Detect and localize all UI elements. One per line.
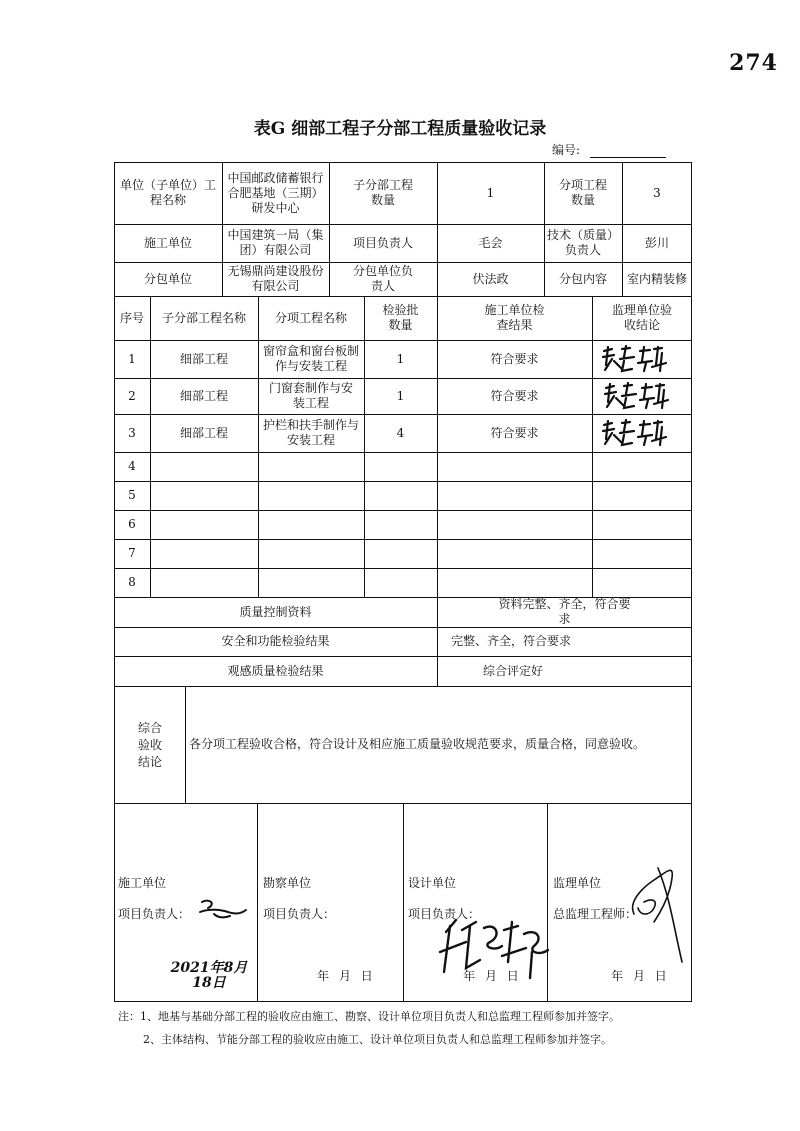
row-check: 符合要求	[490, 351, 539, 366]
signature-image	[614, 858, 690, 968]
sig-person: 总监理工程师：	[553, 906, 638, 921]
row-item: 护栏和扶手制作与安装工程	[262, 418, 359, 447]
col-no: 序号	[119, 310, 144, 325]
row-no: 3	[128, 425, 136, 440]
sub-content-label: 分包内容	[558, 271, 607, 286]
signature-image	[196, 896, 248, 922]
summary-value: 资料完整、齐全，符合要求	[498, 597, 631, 626]
summary-label: 安全和功能检验结果	[221, 634, 330, 648]
subdiv-count-value: 1	[486, 185, 495, 200]
signature-image	[600, 417, 668, 449]
sig-person: 项目负责人：	[408, 906, 481, 921]
signature-image	[602, 380, 670, 412]
footnote: 2、主体结构、节能分部工程的验收应由施工、设计单位项目负责人和总监理工程师参加并签字。	[143, 1033, 612, 1046]
divider	[114, 481, 692, 482]
sig-unit: 施工单位	[118, 875, 167, 890]
row-no: 2	[128, 388, 136, 403]
page-number: 274	[729, 50, 778, 76]
pm-value: 毛会	[478, 235, 503, 250]
divider	[114, 568, 692, 569]
sig-date: 年 月 日	[317, 968, 373, 983]
divider	[257, 803, 258, 1002]
row-no: 4	[128, 459, 136, 473]
item-count-value: 3	[653, 185, 661, 200]
row-check: 符合要求	[490, 425, 539, 440]
row-no: 1	[128, 351, 136, 366]
sig-date: 年 月 日	[463, 968, 519, 983]
row-no: 7	[128, 546, 136, 560]
divider	[403, 803, 404, 1002]
row-no: 8	[128, 575, 136, 589]
pm-label: 项目负责人	[352, 235, 413, 250]
col-item: 分项工程名称	[274, 310, 347, 325]
sig-unit: 监理单位	[553, 875, 602, 890]
row-subdiv: 细部工程	[179, 388, 228, 403]
sub-pm-label: 分包单位负责人	[353, 264, 414, 293]
sig-date: 年 月 日	[611, 968, 667, 983]
signature-image	[600, 343, 670, 375]
conclusion-text: 各分项工程验收合格，符合设计及相应施工质量验收规范要求，质量合格，同意验收。	[189, 737, 646, 751]
sig-handwritten-date: 2021年8月18日	[170, 960, 248, 991]
sub-pm-value: 伏法政	[472, 271, 509, 286]
row-batch: 1	[396, 388, 405, 403]
sig-unit: 勘察单位	[263, 875, 312, 890]
constructor-label: 施工单位	[143, 235, 192, 250]
row-subdiv: 细部工程	[179, 351, 228, 366]
row-item: 门窗套制作与安装工程	[268, 381, 353, 410]
unit-label: 单位（子单位）工程名称	[119, 178, 216, 207]
page-title: 表G 细部工程子分部工程质量验收记录	[253, 119, 547, 139]
summary-label: 质量控制资料	[239, 604, 312, 619]
row-check: 符合要求	[490, 388, 539, 403]
summary-label: 观感质量检验结果	[227, 663, 324, 678]
row-no: 6	[128, 517, 136, 531]
col-check: 施工单位检查结果	[484, 303, 545, 332]
row-subdiv: 细部工程	[179, 425, 228, 440]
tech-label: 技术（质量）负责人	[546, 228, 619, 257]
divider	[114, 539, 692, 540]
divider	[114, 452, 692, 453]
row-batch: 1	[396, 351, 405, 366]
row-no: 5	[128, 488, 136, 502]
conclusion-label: 综合验收结论	[137, 720, 162, 769]
signature-image	[436, 912, 556, 984]
divider	[114, 510, 692, 511]
sig-person: 项目负责人：	[118, 906, 191, 921]
col-subdiv: 子分部工程名称	[161, 310, 246, 325]
constructor-value: 中国建筑一局（集团）有限公司	[227, 228, 324, 257]
footnote: 注：1、地基与基础分部工程的验收应由施工、勘察、设计单位项目负责人和总监理工程师参加并签字。	[118, 1010, 620, 1023]
col-batch: 检验批数量	[382, 303, 419, 332]
divider	[592, 296, 593, 597]
sig-unit: 设计单位	[408, 875, 457, 890]
serial-field[interactable]	[590, 157, 666, 158]
summary-value: 完整、齐全，符合要求	[451, 634, 572, 648]
item-count-label: 分项工程数量	[558, 178, 607, 207]
subdiv-count-label: 子分部工程数量	[352, 178, 413, 207]
col-accept: 监理单位验收结论	[611, 303, 672, 332]
summary-value: 综合评定好	[483, 663, 544, 678]
unit-value: 中国邮政储蓄银行合肥基地（三期）研发中心	[227, 170, 324, 215]
sub-label: 分包单位	[143, 271, 192, 286]
serial-label: 编号:	[552, 143, 581, 157]
sub-value: 无锡鼎尚建设股份有限公司	[227, 264, 324, 293]
sub-content-value: 室内精装修	[626, 271, 687, 286]
row-batch: 4	[396, 425, 405, 440]
sig-person: 项目负责人：	[263, 906, 336, 921]
tech-value: 彭川	[644, 235, 669, 250]
row-item: 窗帘盒和窗台板制作与安装工程	[262, 344, 359, 373]
